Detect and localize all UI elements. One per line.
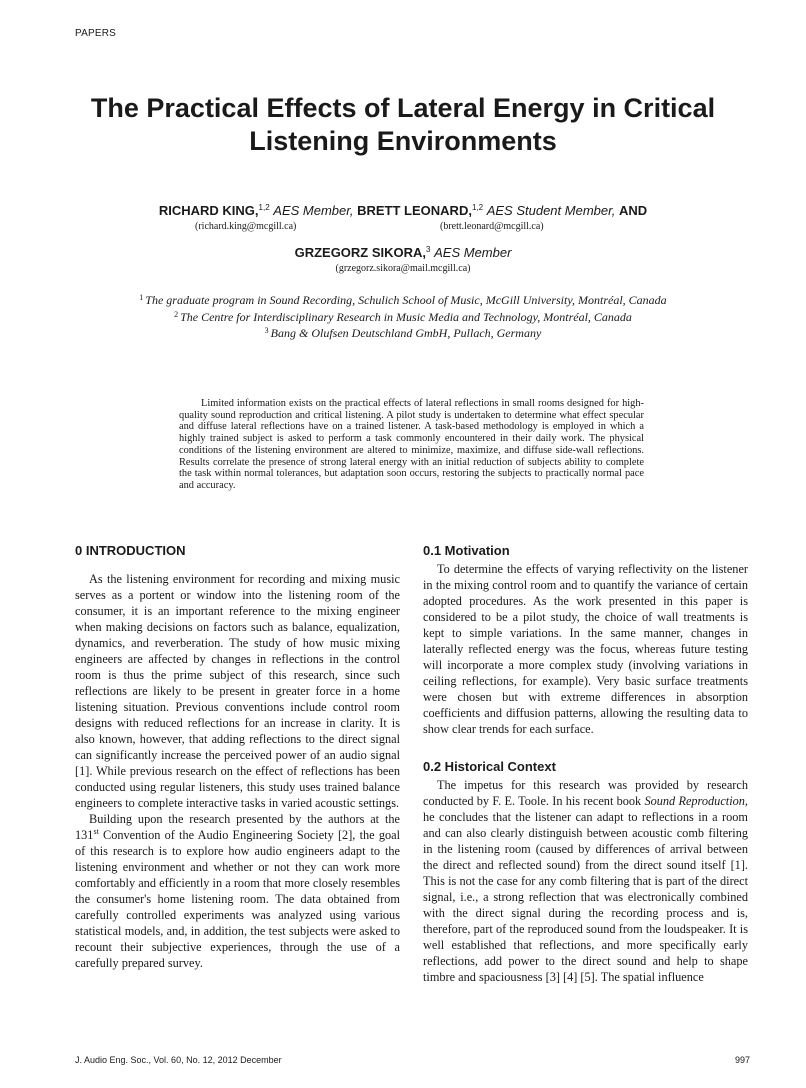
authors-line-2 (60, 245, 746, 260)
affiliation-sup: 1 (139, 293, 144, 302)
author-email: (brett.leonard@mcgill.ca) (440, 221, 544, 232)
affiliation (60, 326, 746, 341)
body-paragraph: As the listening environment for recording and mixing music serves as a portent or window into the listening room of the consumer, it is an important reference to the mixing engineer when making decisions on factors such as balance, equalization, dynamics, and reverberation. The study of how music mixing engineers are affected by changes in reflections in the control room is thus the prime subject of this research, since such reflections are likely to be present in greater force in a home listening situation. Previous conventions include control room designs with reduced reflections for an increase in clarity. It is also known, however, that adding reflections to the direct signal can significantly increase the perceived power of an audio signal [1]. While previous research on the effect of reflections has been conducted using regular listeners, this study uses trained balance engineers to complete interactive tasks in varied acoustic settings. (75, 572, 400, 810)
left-column (75, 543, 400, 971)
ordinal-sup: st (93, 827, 99, 836)
page-number: 997 (734, 1055, 750, 1065)
paragraph-text: , he concludes that the listener can adapt to reflections in a room and can also clearly distinguish between acoustic comb filtering in the listening room (caused by differences of arrival between the direct and reflected sound) from the direct sound itself [1]. This is not the case for any comb filtering that is part of the direct signal, i.e., a strong reflection that was electronically combined with the direct signal during the recording process and is, therefore, part of the reproduced sound from the loudspeaker. It is well established that reflections, and more specifically early reflections, add power to the direct sound and help to shape timbre and spaciousness [3] [4] [5]. The spatial influence (423, 794, 748, 984)
running-header: PAPERS (75, 28, 117, 39)
authors-line-1 (60, 203, 746, 218)
affiliation (60, 293, 746, 308)
abstract: Limited information exists on the practical effects of lateral reflections in small rooms designed for high-quality sound reproduction and critical listening. A pilot study is undertaken to determine what effect specular and diffuse lateral reflections have on a trained listener. A task-based methodology is employed in which a highly trained subject is asked to perform a task commonly encountered in their daily work. The physical conditions of the listening environment are altered to minimize, maximize, and diffuse side-wall reflections. Results correlate the presence of strong lateral energy with an initial reduction of subjects ability to complete the task within normal tolerances, but adaptation soon occurs, restoring the subjects to practically normal pace and accuracy. (179, 398, 644, 491)
author-affil-sup: 3 (426, 245, 431, 254)
author-name: BRETT LEONARD, (357, 203, 472, 218)
affiliation (60, 310, 746, 325)
affiliation-text: Bang & Olufsen Deutschland GmbH, Pullach, Germany (270, 326, 542, 340)
paragraph-text: Building upon the research presented by the authors at the 131 (75, 812, 400, 842)
author-membership: AES Member (434, 245, 512, 260)
affiliation-sup: 2 (174, 310, 179, 319)
author-connector: AND (618, 203, 648, 218)
author-email: (grzegorz.sikora@mail.mcgill.ca) (335, 263, 471, 274)
author-name: GRZEGORZ SIKORA, (294, 245, 427, 260)
body-paragraph: To determine the effects of varying reflectivity on the listener in the mixing control room and to quantify the variance of certain adopted procedures. As the work presented in this paper is considered to be a pilot study, the choice of wall treatments is kept to simple variations. In the same manner, changes in laterally reflected energy was the focus, whereas future testing will incorporate a more complex study (involving variations in ceiling reflections, for example). Very basic surface treatments were chosen but with extreme differences in absorption coefficients and diffusion patterns, allowing the resulting data to show clear trends for each surface. (423, 562, 748, 736)
book-title: Sound Reproduction (644, 794, 745, 808)
author-membership: AES Student Member, (486, 203, 616, 218)
paragraph-text: The impetus for this research was provided by research conducted by F. E. Toole. In his recent book (423, 778, 748, 808)
body-paragraph (423, 777, 748, 985)
author-name: RICHARD KING, (158, 203, 259, 218)
paper-title (60, 92, 746, 158)
section-heading: 0 INTRODUCTION (75, 543, 186, 558)
title-line-1: The Practical Effects of Lateral Energy in Critical (90, 93, 716, 123)
paragraph-text: Convention of the Audio Engineering Society [2], the goal of this research is to explore how audio engineers adapt to the listening environment and whether or not they can work more comfortably and efficiently in a room that more closely resembles the consumer's home listening room. The data obtained from carefully controlled experiments was analyzed using various statistical models, and, in addition, the test subjects were asked to recount their subjective experiences, through the use of a carefully prepared survey. (75, 828, 400, 970)
author-affil-sup: 1,2 (258, 203, 270, 212)
title-line-2: Listening Environments (249, 126, 557, 156)
section-heading: 0.2 Historical Context (423, 759, 556, 774)
author-membership: AES Member, (273, 203, 354, 218)
affiliation-text: The graduate program in Sound Recording, Schulich School of Music, McGill University, Montréal, Canada (145, 293, 667, 307)
right-column (423, 543, 748, 985)
footer-citation: J. Audio Eng. Soc., Vol. 60, No. 12, 2012 December (75, 1055, 282, 1065)
body-paragraph (75, 811, 400, 971)
section-heading: 0.1 Motivation (423, 543, 510, 558)
author-affil-sup: 1,2 (471, 203, 484, 212)
affiliation-text: The Centre for Interdisciplinary Research in Music Media and Technology, Montréal, Canada (180, 310, 632, 324)
affiliation-sup: 3 (264, 326, 269, 335)
author-email: (richard.king@mcgill.ca) (195, 221, 297, 232)
